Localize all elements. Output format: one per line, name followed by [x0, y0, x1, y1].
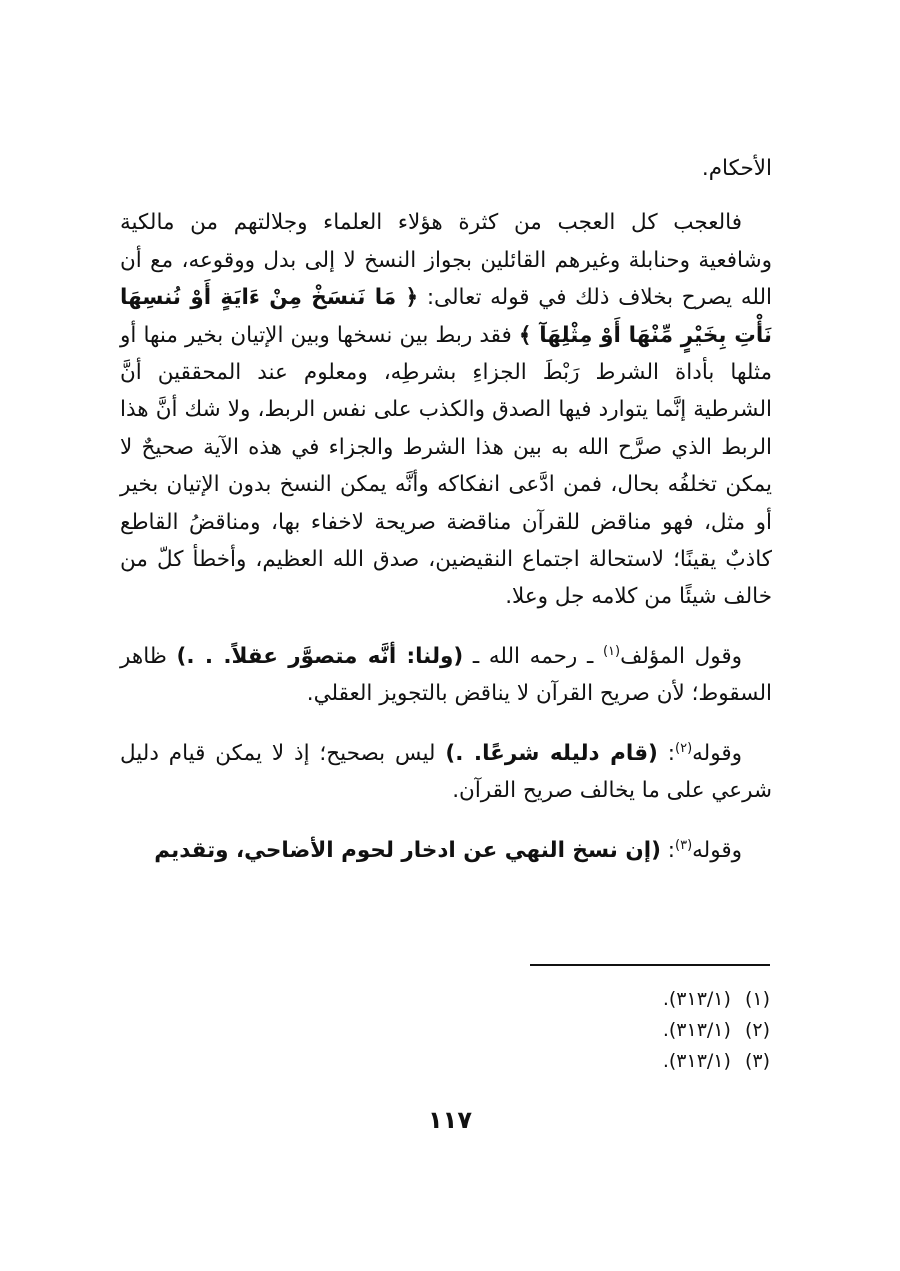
paragraph-2	[120, 204, 772, 615]
paragraph-2-text: فالعجب كل العجب من كثرة هؤلاء العلماء وجلالتهم من مالكية وشافعية وحنابلة وغيرهم القائلين بجواز النسخ لا إلى بدل ووقوعه، مع أن الله يصرح بخلاف ذلك في قوله تعالى:	[120, 210, 772, 311]
footnote-text: (٣١٣/١).	[662, 1050, 731, 1072]
quran-verse: ﴿ مَا نَنسَخْ مِنْ ءَايَةٍ أَوْ نُنسِهَا نَأْتِ بِخَيْرٍ مِّنْهَا أَوْ مِثْلِهَآ ﴾	[120, 285, 772, 348]
paragraph-4-lead: وقوله	[692, 741, 743, 766]
paragraph-5-lead: وقوله	[692, 837, 742, 863]
footnote-number: (٣)	[744, 1050, 770, 1072]
footnote-2	[470, 1015, 770, 1046]
footnote-3	[470, 1046, 770, 1077]
paragraph-5-mid: :	[660, 837, 675, 863]
paragraph-5	[120, 827, 772, 870]
footnote-1	[470, 984, 770, 1015]
page-number: ١١٧	[428, 1106, 472, 1134]
paragraph-4-tail: ليس بصحيح؛ إذ لا يمكن قيام دليل شرعي على ما يخالف صريح القرآن.	[120, 741, 772, 804]
paragraph-2-continuation: فقد ربط بين نسخها وبين الإتيان بخير منها أو مثلها بأداة الشرط رَبْطَ الجزاءِ بشرطِه، ومعلوم عند المحققين أنَّ الشرطية إنَّما يتوارد فيها الصدق والكذب على نفس الربط، ولا شك أنَّ هذا الربط الذي صرَّح الله به بين هذا الشرط والجزاء في هذه الآية صحيحٌ لا يمكن تخلفُه بحال، فمن ادَّعى انفكاكه وأنَّه يمكن النسخ بدون الإتيان بخير أو مثل، فهو مناقض للقرآن مناقضة صريحة لاخفاء بها، ومناقضُ القاطع كاذبٌ يقينًا؛ لاستحالة اجتماع النقيضين، صدق الله العظيم، وأخطأ كلّ من خالف شيئًا من كلامه جل وعلا.	[120, 322, 772, 610]
footnote-number: (١)	[744, 988, 770, 1010]
paragraph-4-quote: (قام دليله شرعًا. .)	[445, 741, 658, 766]
paragraph-1-text: الأحكام.	[701, 156, 772, 181]
paragraph-3-tail: ظاهر السقوط؛ لأن صريح القرآن لا يناقض بالتجويز العقلي.	[120, 644, 772, 707]
paragraph-3-quote: (ولنا: أنَّه متصوَّر عقلاً. . .)	[176, 644, 464, 670]
paragraph-3-lead: وقول المؤلف	[620, 644, 742, 670]
footnote-text: (٣١٣/١).	[662, 988, 731, 1010]
footnote-ref-3[interactable]: (٣)	[675, 837, 693, 853]
footnotes	[470, 984, 770, 1077]
paragraph-3	[120, 633, 772, 713]
footnote-ref-2[interactable]: (٢)	[675, 740, 693, 756]
paragraph-3-mid: ـ رحمه الله ـ	[463, 644, 603, 670]
footnote-ref-1[interactable]: (١)	[602, 643, 621, 659]
footnote-divider	[530, 964, 770, 966]
paragraph-1	[120, 150, 772, 187]
paragraph-5-quote: (إن نسخ النهي عن ادخار لحوم الأضاحي، وتقديم	[154, 837, 661, 863]
paragraph-4	[120, 730, 772, 810]
footnote-text: (٣١٣/١).	[662, 1019, 731, 1041]
paragraph-4-mid: :	[657, 741, 676, 766]
footnote-number: (٢)	[744, 1019, 770, 1041]
